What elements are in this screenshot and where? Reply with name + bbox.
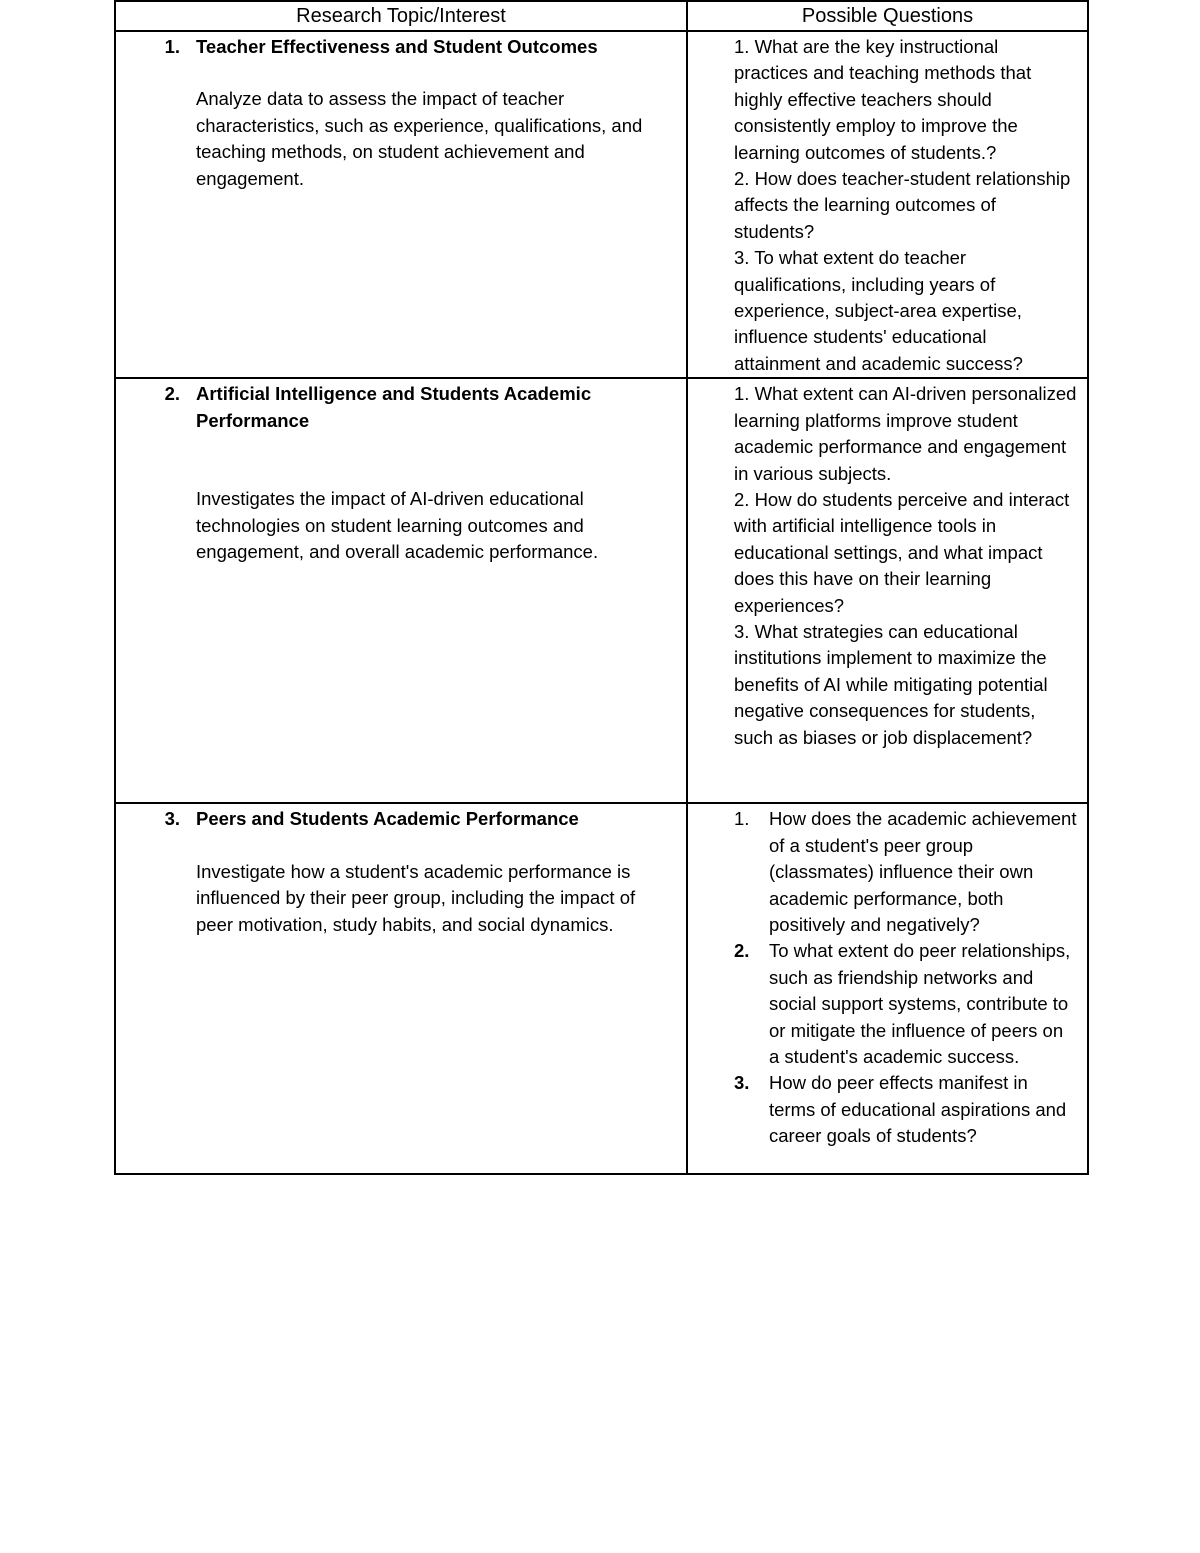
- question-number: 2.: [734, 940, 750, 962]
- question-text: How does the academic achievement of a student's peer group (classmates) influence their own academic performance, both positively and negatively?: [769, 808, 1077, 935]
- topic-number: 1.: [164, 36, 180, 57]
- topic-description: Investigate how a student's academic performance is influenced by their peer group, including the impact of peer motivation, study habits, and social dynamics.: [196, 860, 636, 935]
- question-item: 3. To what extent do teacher qualifications, including years of experience, subject-area expertise, influence students' educational attainment and academic success?: [734, 247, 1023, 374]
- topic-title: Artificial Intelligence and Students Academic Performance: [196, 383, 592, 431]
- topic-title: Peers and Students Academic Performance: [196, 808, 579, 830]
- topic-heading: [116, 34, 676, 60]
- question-text: To what extent do peer relationships, such as friendship networks and social support systems, contribute to or mitigate the influence of peers on a student's academic success.: [769, 940, 1071, 1067]
- question-list: [734, 806, 1077, 1149]
- topic-description: Analyze data to assess the impact of teacher characteristics, such as experience, qualifications, and teaching methods, on student achievement and engagement.: [196, 88, 643, 189]
- question-item: [734, 1070, 1077, 1149]
- question-text: How do peer effects manifest in terms of educational aspirations and career goals of students?: [769, 1072, 1067, 1147]
- topic-heading: [116, 806, 676, 832]
- table-row: [115, 803, 1088, 1174]
- topic-description: Investigates the impact of AI-driven educational technologies on student learning outcomes and engagement, and overall academic performance.: [196, 488, 599, 562]
- topic-cell: [115, 31, 687, 378]
- question-item: 3. What strategies can educational institutions implement to maximize the benefits of AI while mitigating potential negative consequences for students, such as biases or job displacement?: [734, 620, 1048, 748]
- questions-cell: [687, 803, 1088, 1174]
- topic-cell: [115, 803, 687, 1174]
- table-header-row: [115, 1, 1088, 31]
- topic-cell: [115, 378, 687, 803]
- header-topic: Research Topic/Interest: [115, 1, 687, 31]
- question-item: 2. How does teacher-student relationship affects the learning outcomes of students?: [734, 168, 1071, 242]
- topic-number: 2.: [164, 383, 180, 405]
- question-item: [734, 806, 1077, 938]
- topic-heading: [116, 381, 676, 434]
- question-number: 1.: [734, 808, 750, 830]
- question-item: 1. What extent can AI-driven personalized learning platforms improve student academic performance and engagement in various subjects.: [734, 383, 1077, 484]
- research-topics-table: [114, 0, 1089, 1175]
- questions-cell: [687, 31, 1088, 378]
- header-questions: Possible Questions: [687, 1, 1088, 31]
- question-number: 3.: [734, 1072, 750, 1094]
- table-row: [115, 31, 1088, 378]
- table-row: [115, 378, 1088, 803]
- topic-number: 3.: [164, 808, 180, 830]
- questions-cell: [687, 378, 1088, 803]
- question-item: [734, 938, 1077, 1070]
- question-item: 1. What are the key instructional practices and teaching methods that highly effective teachers should consistently employ to improve the learning outcomes of students.?: [734, 36, 1032, 163]
- question-item: 2. How do students perceive and interact with artificial intelligence tools in educational settings, and what impact does this have on their learning experiences?: [734, 488, 1070, 616]
- topic-title: Teacher Effectiveness and Student Outcomes: [196, 36, 598, 57]
